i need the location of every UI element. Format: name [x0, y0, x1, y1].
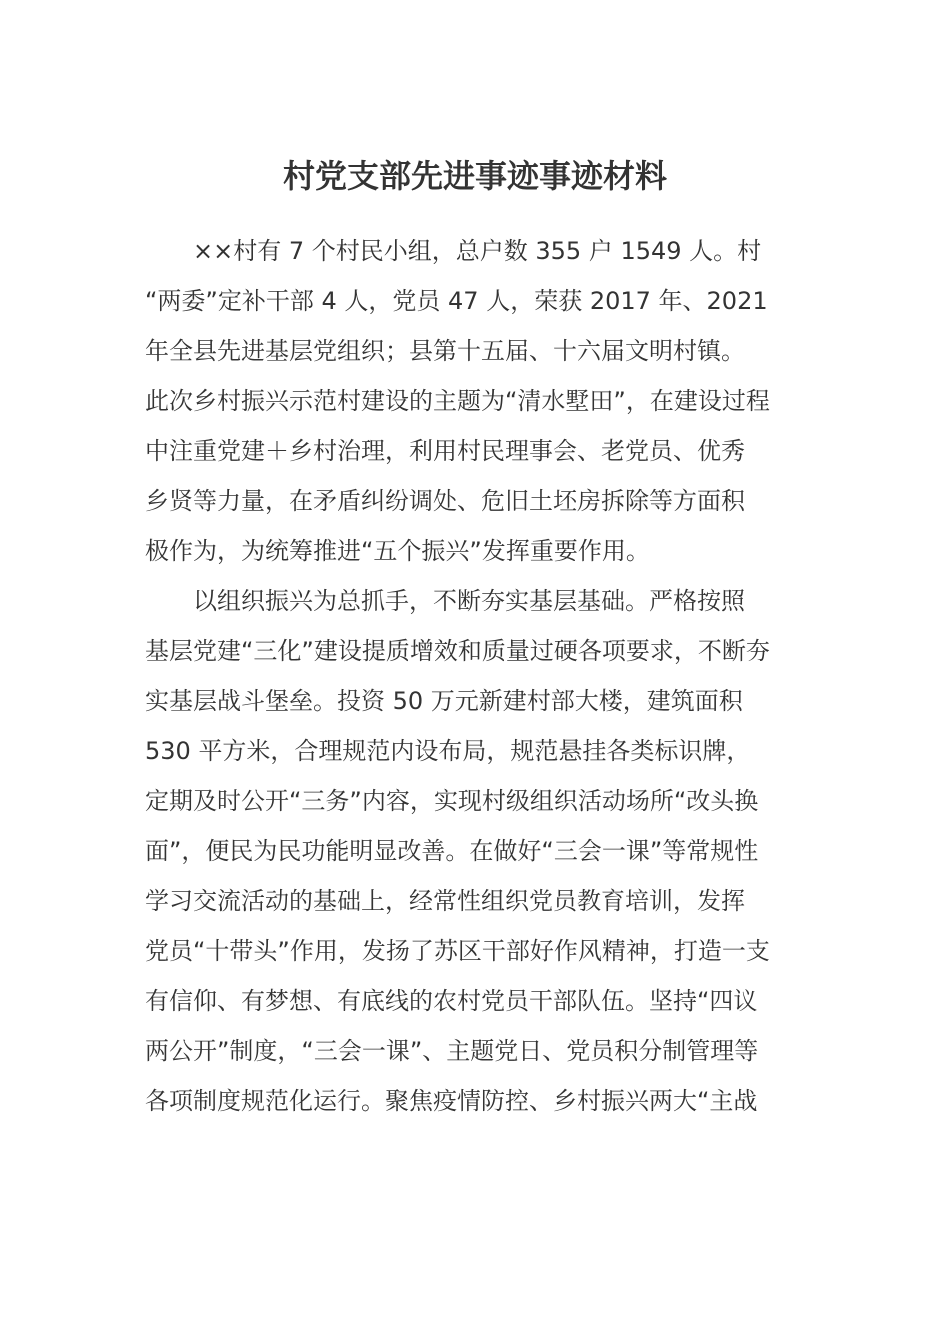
- paragraph-1-line-2: “两委”定补干部 4 人，党员 47 人，荣获 2017 年、2021: [145, 287, 768, 315]
- paragraph-1-line-4: 此次乡村振兴示范村建设的主题为“清水墅田”，在建设过程: [145, 387, 770, 415]
- document-title: 村党支部先进事迹事迹材料: [282, 157, 667, 195]
- paragraph-2-line-3: 实基层战斗堡垒。投资 50 万元新建村部大楼，建筑面积: [145, 687, 743, 715]
- paragraph-2-line-7: 学习交流活动的基础上，经常性组织党员教育培训，发挥: [145, 887, 745, 915]
- paragraph-1-line-7: 极作为，为统筹推进“五个振兴”发挥重要作用。: [145, 537, 650, 565]
- paragraph-2-line-6: 面”，便民为民功能明显改善。在做好“三会一课”等常规性: [145, 837, 759, 865]
- paragraph-1-line-5: 中注重党建＋乡村治理，利用村民理事会、老党员、优秀: [145, 437, 745, 465]
- paragraph-1-line-6: 乡贤等力量，在矛盾纠纷调处、危旧土坯房拆除等方面积: [145, 487, 745, 515]
- paragraph-2-line-2: 基层党建“三化”建设提质增效和质量过硬各项要求，不断夯: [145, 637, 770, 665]
- paragraph-1-line-1: ××村有 7 个村民小组，总户数 355 户 1549 人。村: [193, 237, 762, 265]
- paragraph-2-line-9: 有信仰、有梦想、有底线的农村党员干部队伍。坚持“四议: [145, 987, 758, 1015]
- paragraph-2-line-8: 党员“十带头”作用，发扬了苏区干部好作风精神，打造一支: [145, 937, 770, 965]
- paragraph-2-line-11: 各项制度规范化运行。聚焦疫情防控、乡村振兴两大“主战: [145, 1087, 758, 1115]
- paragraph-2-line-5: 定期及时公开“三务”内容，实现村级组织活动场所“改头换: [145, 787, 759, 815]
- paragraph-2-line-1: 以组织振兴为总抓手，不断夯实基层基础。严格按照: [193, 587, 745, 615]
- document-body: [145, 226, 810, 1126]
- paragraph-2-line-10: 两公开”制度，“三会一课”、主题党日、党员积分制管理等: [145, 1037, 759, 1065]
- paragraph-1-line-3: 年全县先进基层党组织；县第十五届、十六届文明村镇。: [145, 337, 745, 365]
- paragraph-2-line-4: 530 平方米，合理规范内设布局，规范悬挂各类标识牌，: [145, 737, 751, 765]
